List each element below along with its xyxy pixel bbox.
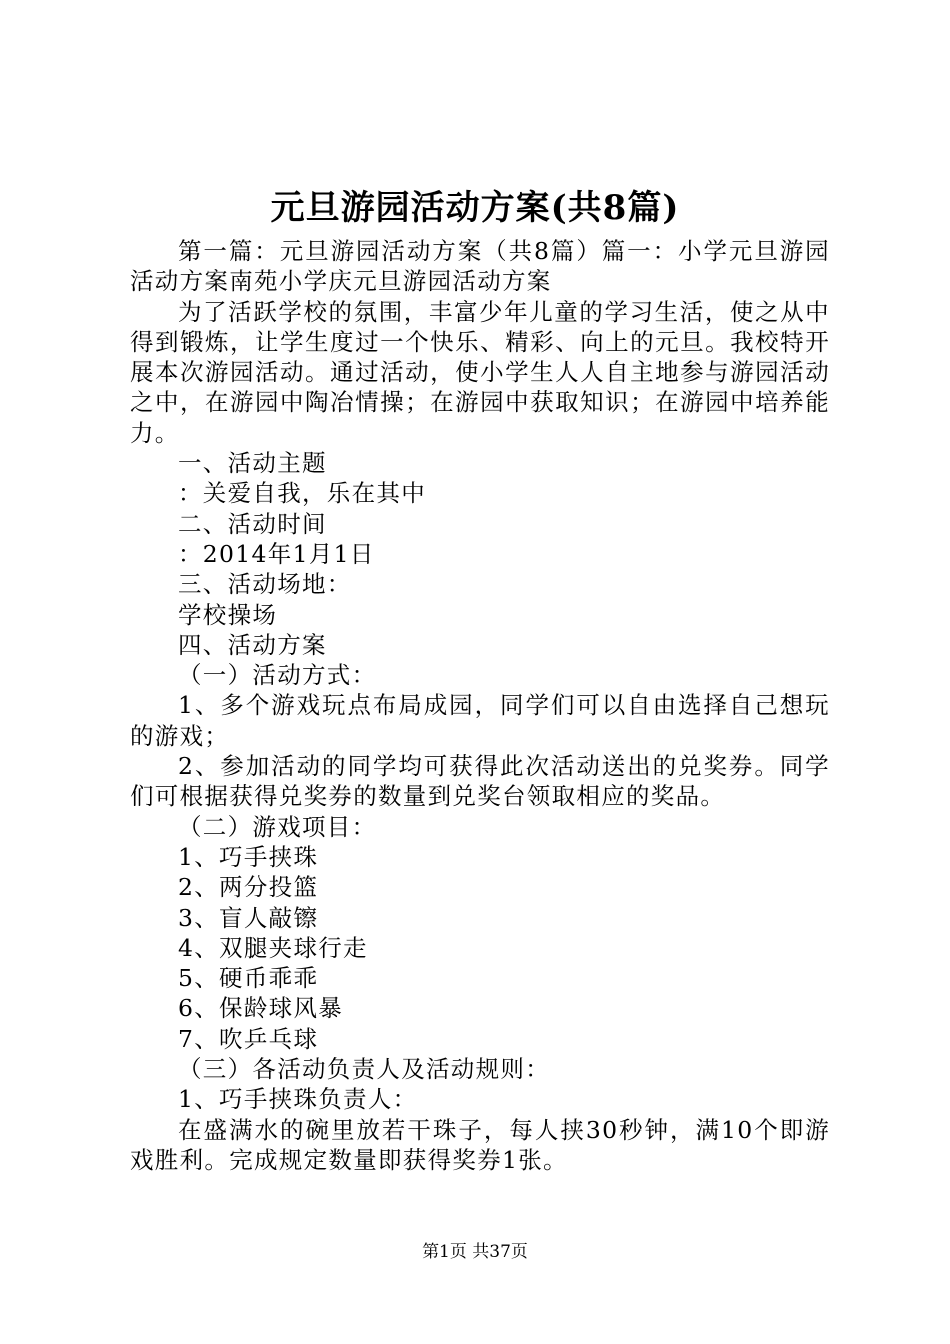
list-item: 7、吹乒乓球 (178, 1024, 319, 1053)
paragraph-theme: ：关爱自我，乐在其中 (178, 479, 426, 508)
subheading-rules: （三）各活动负责人及活动规则： (178, 1055, 550, 1084)
document-title: 元旦游园活动方案(共8篇) (270, 188, 680, 228)
list-item: 6、保龄球风暴 (178, 994, 344, 1023)
paragraph-rule: 在盛满水的碗里放若干珠子，每人挟30秒钟，满10个即游戏胜利。完成规定数量即获得奖券1张。 (130, 1115, 830, 1174)
heading-time: 二、活动时间 (178, 509, 327, 538)
list-item: 5、硬币乖乖 (178, 964, 319, 993)
heading-venue: 三、活动场地： (178, 570, 352, 599)
list-item: 1、巧手挟珠 (178, 842, 319, 871)
page-footer: 第1页 共37页 (422, 1242, 528, 1262)
list-item: 2、两分投篮 (178, 873, 319, 902)
subheading-method: （一）活动方式： (178, 661, 377, 690)
list-item: 1、巧手挟珠负责人： (178, 1085, 418, 1114)
heading-plan: 四、活动方案 (178, 630, 327, 659)
paragraph-intro: 第一篇：元旦游园活动方案（共8篇）篇一：小学元旦游园活动方案南苑小学庆元旦游园活动方案 (130, 237, 830, 296)
paragraph-purpose: 为了活跃学校的氛围，丰富少年儿童的学习生活，使之从中得到锻炼，让学生度过一个快乐、精彩、向上的元旦。我校特开展本次游园活动。通过活动，使小学生人人自主地参与游园活动之中，在游园中陶冶情操；在游园中获取知识；在游园中培养能力。 (130, 297, 830, 447)
list-item: 4、双腿夹球行走 (178, 933, 368, 962)
list-item: 1、多个游戏玩点布局成园，同学们可以自由选择自己想玩的游戏； (130, 691, 830, 750)
heading-theme: 一、活动主题 (178, 449, 327, 478)
subheading-games: （二）游戏项目： (178, 812, 377, 841)
paragraph-time: ：2014年1月1日 (178, 539, 375, 568)
list-item: 3、盲人敲镲 (178, 903, 319, 932)
paragraph-venue: 学校操场 (178, 600, 278, 629)
document-body (130, 236, 830, 1175)
list-item: 2、参加活动的同学均可获得此次活动送出的兑奖券。同学们可根据获得兑奖券的数量到兑奖台领取相应的奖品。 (130, 752, 830, 811)
